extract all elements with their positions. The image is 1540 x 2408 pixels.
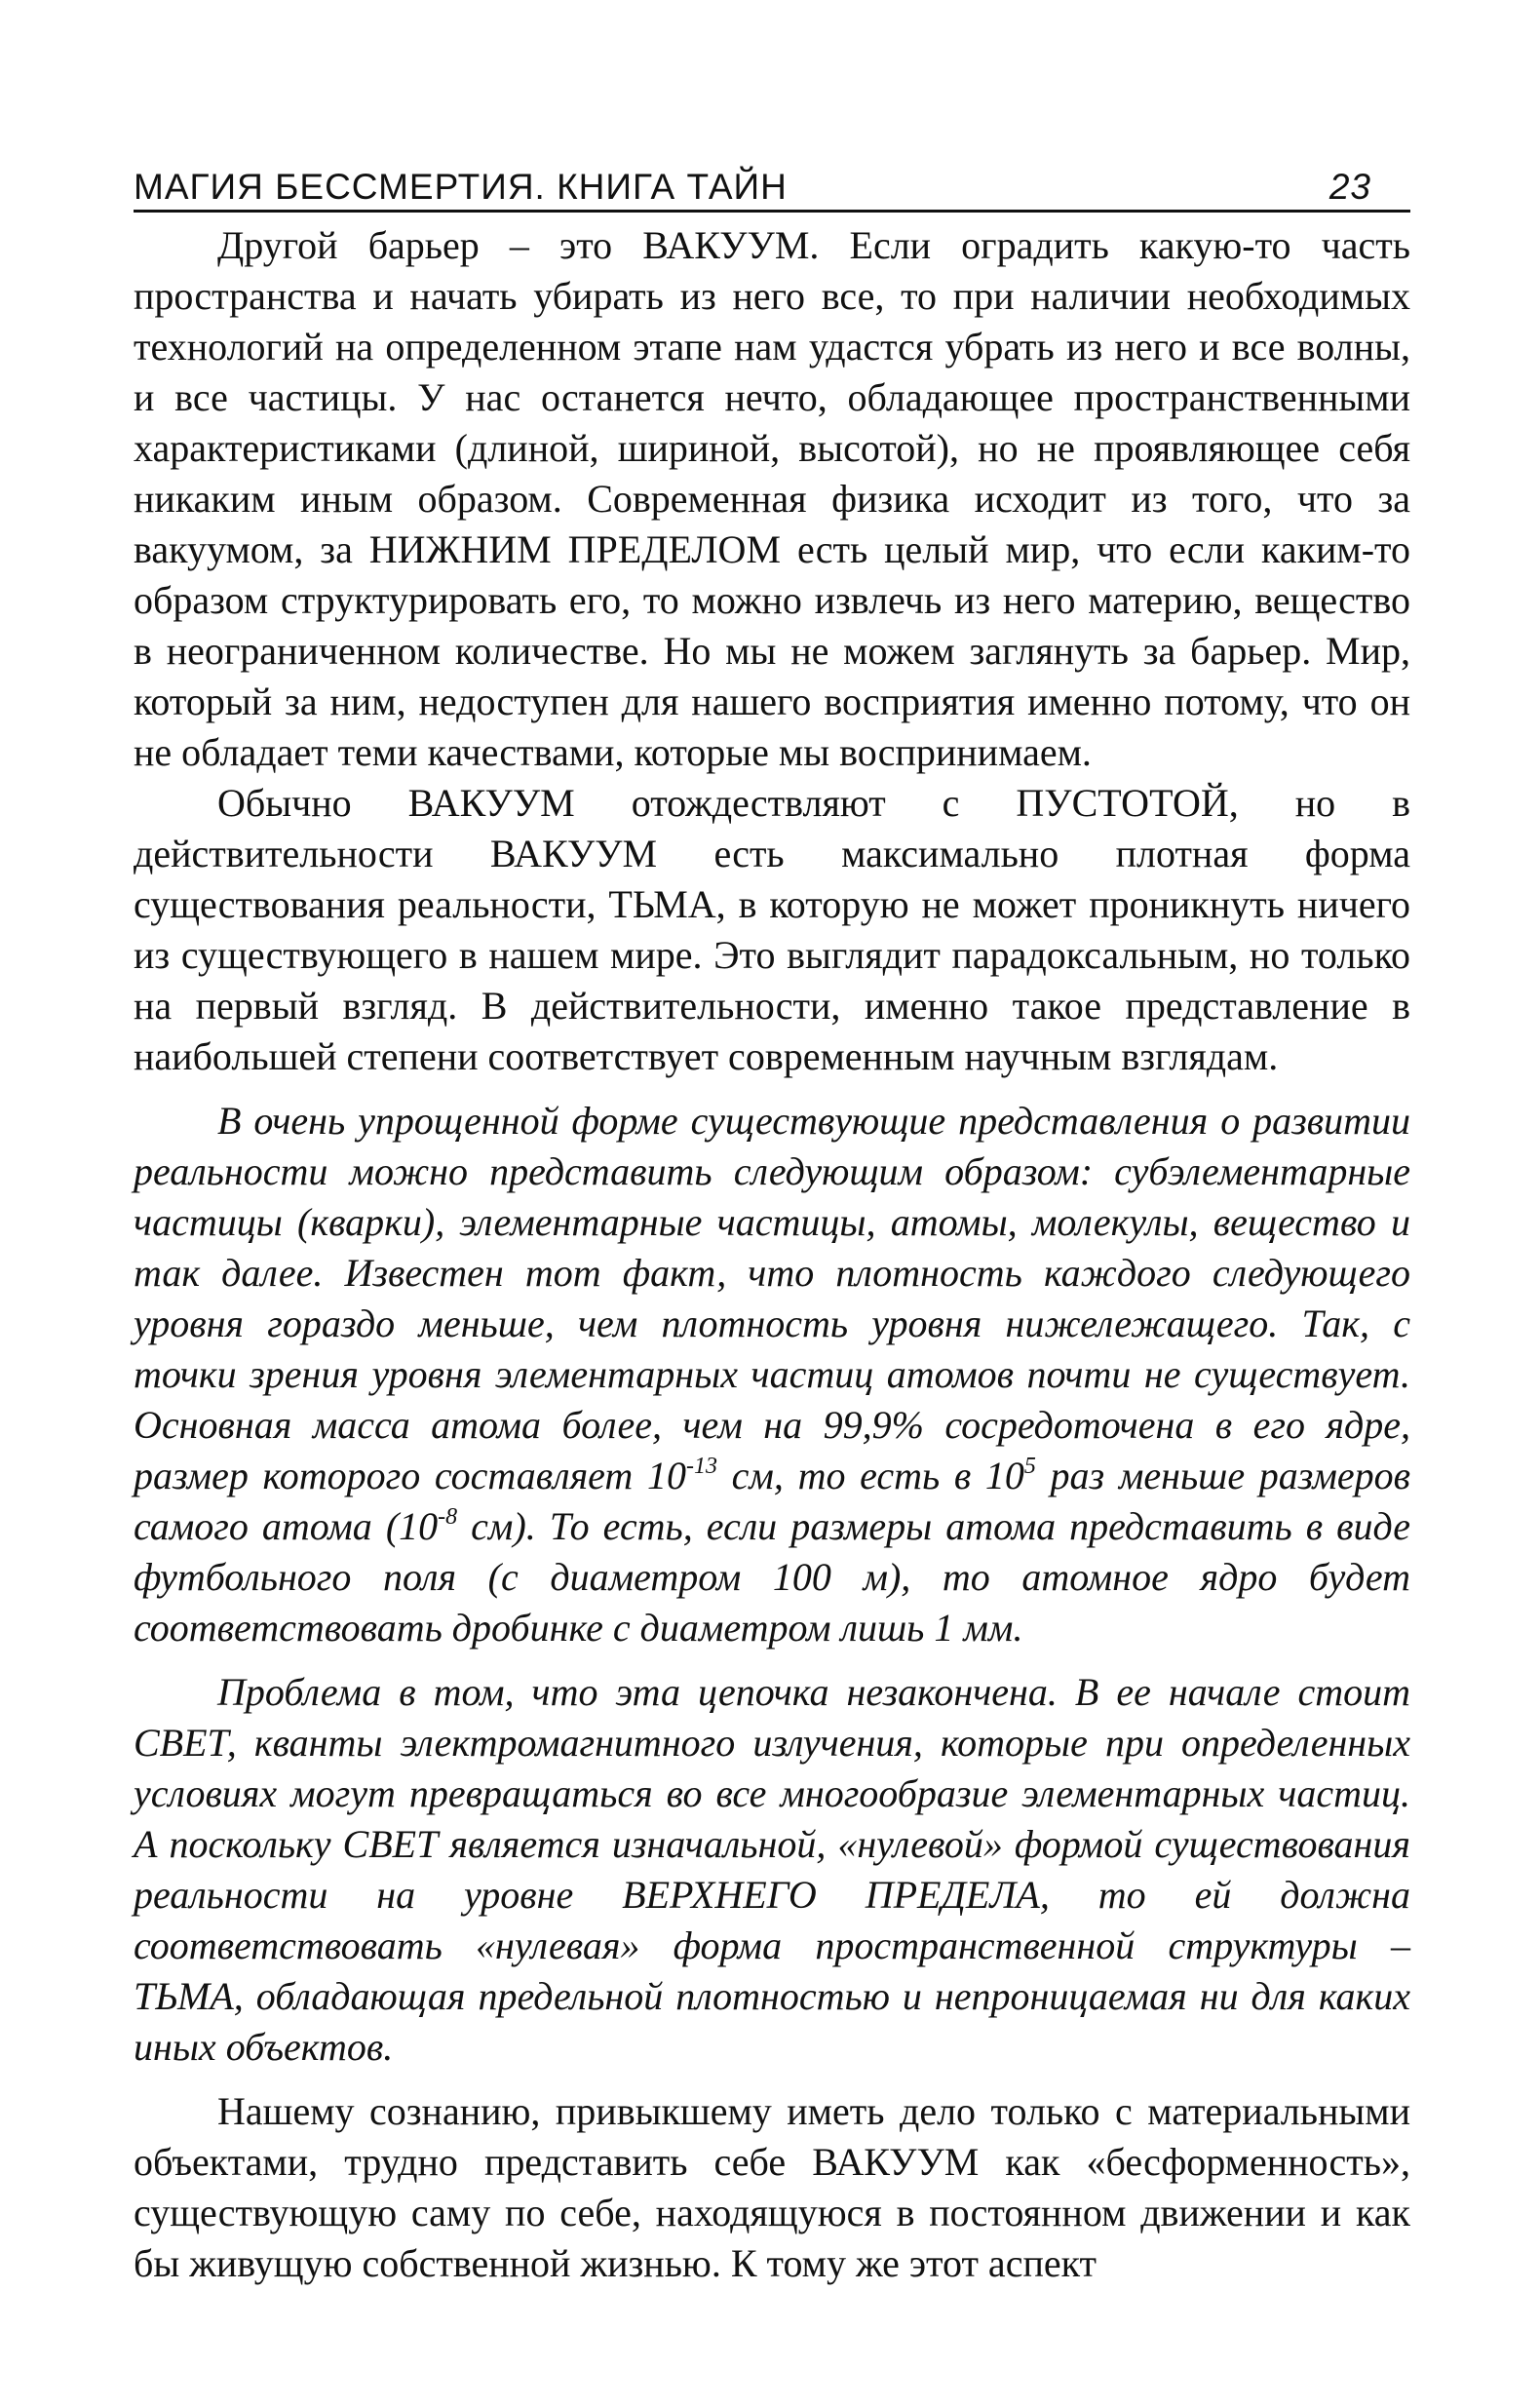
paragraph-light-darkness: Проблема в том, что эта цепочка незакончена. В ее начале стоит СВЕТ, кванты электромагнитного излучения, которые при определенных условиях могут превращаться во все многообразие элементарных частиц. А поскольку СВЕТ является изначальной, «нулевой» формой существования реальности на уровне ВЕРХНЕГО ПРЕДЕЛА, то ей должна соответствовать «нулевая» форма пространственной структуры – ТЬМА, обладающая предельной плотностью и непроницаемая ни для каких иных объектов. (134, 1669, 1410, 2069)
exponent: -13 (685, 1453, 717, 1479)
page-number: 23 (1328, 167, 1371, 207)
paragraph-reality-levels (134, 1096, 1410, 1653)
paragraph-barrier-vacuum: Другой барьер – это ВАКУУМ. Если оградить какую-то часть пространства и начать убирать из него все, то при наличии необходимых технологий на определенном этапе нам удастся убрать из него и все волны, и все частицы. У нас останется нечто, обладающее пространственными характеристиками (длиной, шириной, высотой), но не проявляющее себя никаким иным образом. Современная физика исходит из того, что за вакуумом, за НИЖНИМ ПРЕДЕЛОМ есть целый мир, что если каким-то образом структурировать его, то можно извлечь из него материю, вещество в неограниченном количестве. Но мы не можем заглянуть за барьер. Мир, который за ним, недоступен для нашего восприятия именно потому, что он не обладает теми качествами, которые мы воспринимаем. (134, 222, 1410, 774)
text-run: см, то есть в 10 (716, 1453, 1024, 1497)
text-run: В очень упрощенной форме существующие представления о развитии реальности можно представить следующим образом: субэлементарные частицы (кварки), элементарные частицы, атомы, молекулы, вещество и так далее. Известен тот факт, что плотность каждого следующего уровня гораздо меньше, чем плотность уровня нижележащего. Так, с точки зрения уровня элементарных частиц атомов почти не существует. Основная масса атома более, чем на 99,9% сосредоточена в его ядре, размер которого составляет 10 (134, 1098, 1410, 1497)
exponent: 5 (1023, 1453, 1036, 1479)
text-run: раз меньше размеров самого атома (10 (134, 1453, 1411, 1548)
paragraph-vacuum-emptiness: Обычно ВАКУУМ отождествляют с ПУСТОТОЙ, но в действительности ВАКУУМ есть максимально плотная форма существования реальности, ТЬМА, в которую не может проникнуть ничего из существующего в нашем мире. Это выглядит парадоксальным, но только на первый взгляд. В действительности, именно такое представление в наибольшей степени соответствует современным научным взглядам. (134, 780, 1410, 1078)
text-run: см). То есть, если размеры атома представить в виде футбольного поля (с диаметром 100 м), то атомное ядро будет соответствовать дробинке с диаметром лишь 1 мм. (134, 1503, 1411, 1650)
book-page (134, 168, 1410, 2289)
book-title: МАГИЯ БЕССМЕРТИЯ. КНИГА ТАЙН (134, 167, 788, 207)
body-text (134, 220, 1410, 2289)
running-header (134, 168, 1410, 213)
exponent: -8 (438, 1503, 458, 1530)
paragraph-consciousness: Нашему сознанию, привыкшему иметь дело только с материальными объектами, трудно представить себе ВАКУУМ как «бесформенность», существующую саму по себе, находящуюся в постоянном движении и как бы живущую собственной жизнью. К тому же этот аспект (134, 2088, 1410, 2285)
